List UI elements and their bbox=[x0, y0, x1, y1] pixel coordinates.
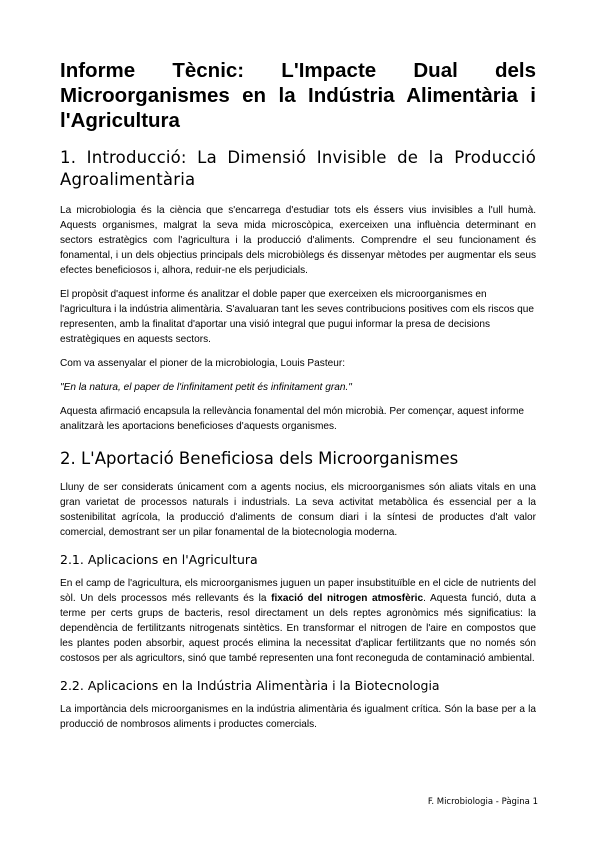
subsection-2-1-text-after: . Aquesta funció, duta a terme per certs grups de bacteris, resol directament un dels reptes agronòmics més significatius: la dependència de fertilitzants nitrogenats sintètics. En transformar el nitrogen de l'aire en compostos que les plantes poden absorbir, aquest procés elimina la necessitat d'aplicar fertilitzants que no només són costosos per als agricultors, sinó que també representen una font reconeguda de contaminació ambiental. bbox=[60, 593, 536, 664]
page-footer: F. Microbiologia - Pàgina 1 bbox=[427, 797, 538, 807]
nitrogen-fixation-term: fixació del nitrogen atmosfèric bbox=[271, 593, 424, 604]
subsection-2-1-text-before: En el camp de l'agricultura, els microorganismes juguen un paper insubstituïble en el cicle de nutrients del sòl. Un dels processos més rellevants és la bbox=[60, 578, 536, 604]
document-title: Informe Tècnic: L'Impacte Dual dels Microorganismes en la Indústria Alimentària i l'Agricultura bbox=[60, 59, 536, 132]
subsection-2-1-paragraph bbox=[60, 576, 536, 666]
section-1-heading: 1. Introducció: La Dimensió Invisible de la Producció Agroalimentària bbox=[60, 148, 536, 189]
subsection-2-2-heading: 2.2. Aplicacions en la Indústria Alimentària i la Biotecnologia bbox=[60, 678, 440, 693]
section-2-paragraph-1: Lluny de ser considerats únicament com a agents nocius, els microorganismes són aliats vitals en una gran varietat de processos naturals i industrials. La seva activitat metabòlica és essencial per a la sostenibilitat agrícola, la producció d'aliments de consum diari i la síntesi de productes d'alt valor comercial, demostrant ser un pilar fonamental de la biotecnologia moderna. bbox=[60, 482, 536, 538]
section-1-paragraph-2: El propòsit d'aquest informe és analitzar el doble paper que exerceixen els microorganismes en l'agricultura i la indústria alimentària. S'avaluaran tant les seves contribucions positives com els riscos que representen, amb la finalitat d'aportar una visió integral que pugui informar la presa de decisions estratègiques en aquests sectors. bbox=[60, 289, 534, 345]
section-2-heading: 2. L'Aportació Beneficiosa dels Microorganismes bbox=[60, 449, 459, 468]
subsection-2-1-heading: 2.1. Aplicacions en l'Agricultura bbox=[60, 552, 258, 567]
subsection-2-2-paragraph: La importància dels microorganismes en la indústria alimentària és igualment crítica. Són la base per a la producció de nombrosos aliments i productes comercials. bbox=[60, 704, 536, 730]
section-1-paragraph-3: Com va assenyalar el pioner de la microbiologia, Louis Pasteur: bbox=[60, 358, 346, 369]
section-1-paragraph-1: La microbiologia és la ciència que s'encarrega d'estudiar tots els éssers vius invisibles a l'ull humà. Aquests organismes, malgrat la seva mida microscòpica, exerceixen una influència determinant en sectors estratègics com l'agricultura i la producció d'aliments. Comprendre el seu funcionament és fonamental, i un dels objectius principals dels microbiòlegs és dissenyar mètodes per augmentar els seus efectes beneficiosos i, alhora, reduir-ne els perjudicials. bbox=[60, 205, 536, 276]
pasteur-quote: "En la natura, el paper de l'infinitament petit és infinitament gran." bbox=[60, 382, 352, 393]
document-page bbox=[60, 58, 536, 741]
section-1-paragraph-4: Aquesta afirmació encapsula la rellevància fonamental del món microbià. Per començar, aquest informe analitzarà les aportacions beneficioses d'aquests organismes. bbox=[60, 406, 524, 432]
